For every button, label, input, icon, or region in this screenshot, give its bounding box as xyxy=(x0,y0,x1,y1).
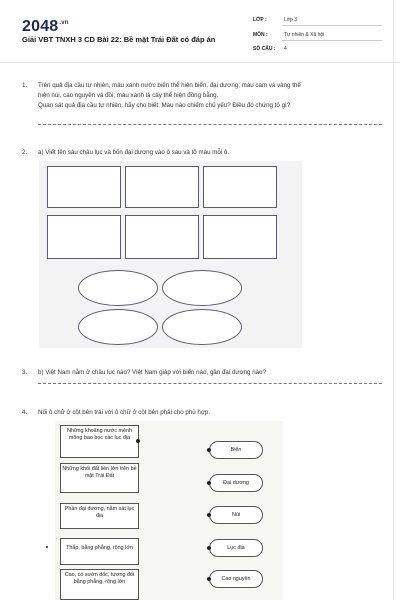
question-line: a) Viết tên sáu châu lục và bốn đại dương vào ô sau và tô màu mỗi ô. xyxy=(38,149,230,156)
ocean-oval[interactable] xyxy=(78,309,158,345)
continent-box[interactable] xyxy=(203,215,277,259)
match-right-item[interactable]: Đại dương xyxy=(209,474,263,492)
match-dot[interactable] xyxy=(136,439,140,443)
page-header xyxy=(0,0,400,63)
match-dot[interactable] xyxy=(207,481,211,485)
question-line: b) Việt Nam nằm ở châu lục nào? Việt Nam giáp với biển nào, gần đại dương nào? xyxy=(38,369,266,376)
question-body xyxy=(38,368,266,378)
continent-box[interactable] xyxy=(47,215,121,259)
question-line: Quan sát quả địa cầu tự nhiên, hãy cho biết: Màu nào chiếm chủ yếu? Điều đó chứng tỏ gì? xyxy=(38,102,291,109)
question-2 xyxy=(22,148,382,160)
meta-divider xyxy=(282,25,382,26)
page-right-border xyxy=(393,0,394,600)
question-number: 2. xyxy=(22,149,28,156)
continent-box[interactable] xyxy=(125,166,199,208)
meta-value-count: 4 xyxy=(284,46,287,52)
match-left-item[interactable]: Những khoảng nước mênh mông bao bọc các lục địa xyxy=(60,425,139,458)
question-4 xyxy=(22,408,382,420)
answer-line[interactable] xyxy=(38,383,382,384)
match-left-item[interactable]: Những khối đất liền lớn trên bề mặt Trái Đất xyxy=(60,463,139,493)
question-line: Nối ô chữ ở cột bên trái với ô chữ ở cột bên phải cho phù hợp. xyxy=(38,409,211,416)
logo-tld: .vn xyxy=(59,20,69,26)
question-number: 1. xyxy=(22,82,28,89)
site-logo[interactable] xyxy=(22,18,69,36)
question-line: Trên quả địa cầu tự nhiên, màu xanh nước biển thể hiện biển, đại dương; màu cam và vàng thể xyxy=(38,82,301,89)
continent-box[interactable] xyxy=(203,166,277,208)
match-right-item[interactable]: Lục địa xyxy=(209,539,263,557)
ocean-oval[interactable] xyxy=(78,270,158,306)
meta-label-count: SỐ CÂU : xyxy=(253,46,276,52)
question-body xyxy=(38,148,229,158)
match-right-item[interactable]: Biển xyxy=(209,441,263,459)
question-body xyxy=(38,408,210,418)
match-dot[interactable] xyxy=(207,546,211,550)
meta-label-class: LỚP : xyxy=(253,17,267,23)
match-dot[interactable] xyxy=(207,513,211,517)
question-1 xyxy=(22,81,382,115)
meta-label-subject: MÔN : xyxy=(253,32,268,38)
stray-mark xyxy=(46,546,48,548)
document-title: Giải VBT TNXH 3 CD Bài 22: Bề mặt Trái Đất có đáp án xyxy=(22,35,216,44)
question-line: hiện núi, cao nguyên và đồi; màu xanh lá cây thể hiện đồng bằng. xyxy=(38,92,219,99)
match-right-item[interactable]: Núi xyxy=(209,506,263,524)
meta-value-class: Lớp 3 xyxy=(284,17,298,23)
meta-divider xyxy=(282,40,382,41)
ocean-oval[interactable] xyxy=(162,309,242,345)
match-dot[interactable] xyxy=(207,448,211,452)
match-left-item[interactable]: Thấp, bằng phẳng, rộng lớn xyxy=(60,538,139,565)
answer-line[interactable] xyxy=(38,124,382,125)
question-body xyxy=(38,81,301,111)
continent-box[interactable] xyxy=(47,166,121,208)
match-dot[interactable] xyxy=(207,577,211,581)
match-right-item[interactable]: Cao nguyên xyxy=(209,570,263,588)
question-3 xyxy=(22,368,382,380)
continent-box[interactable] xyxy=(125,215,199,259)
match-left-item[interactable]: Phần đại dương, nằm sát lục địa xyxy=(60,503,139,529)
logo-text: 2048 xyxy=(22,18,59,35)
question-number: 3. xyxy=(22,369,28,376)
match-left-item[interactable]: Cao, có sườn dốc, tương đối bằng phẳng, rộng lớn xyxy=(60,569,139,600)
meta-value-subject: Tự nhiên & Xã hội xyxy=(284,32,325,38)
ocean-oval[interactable] xyxy=(162,270,242,306)
question-number: 4. xyxy=(22,409,28,416)
